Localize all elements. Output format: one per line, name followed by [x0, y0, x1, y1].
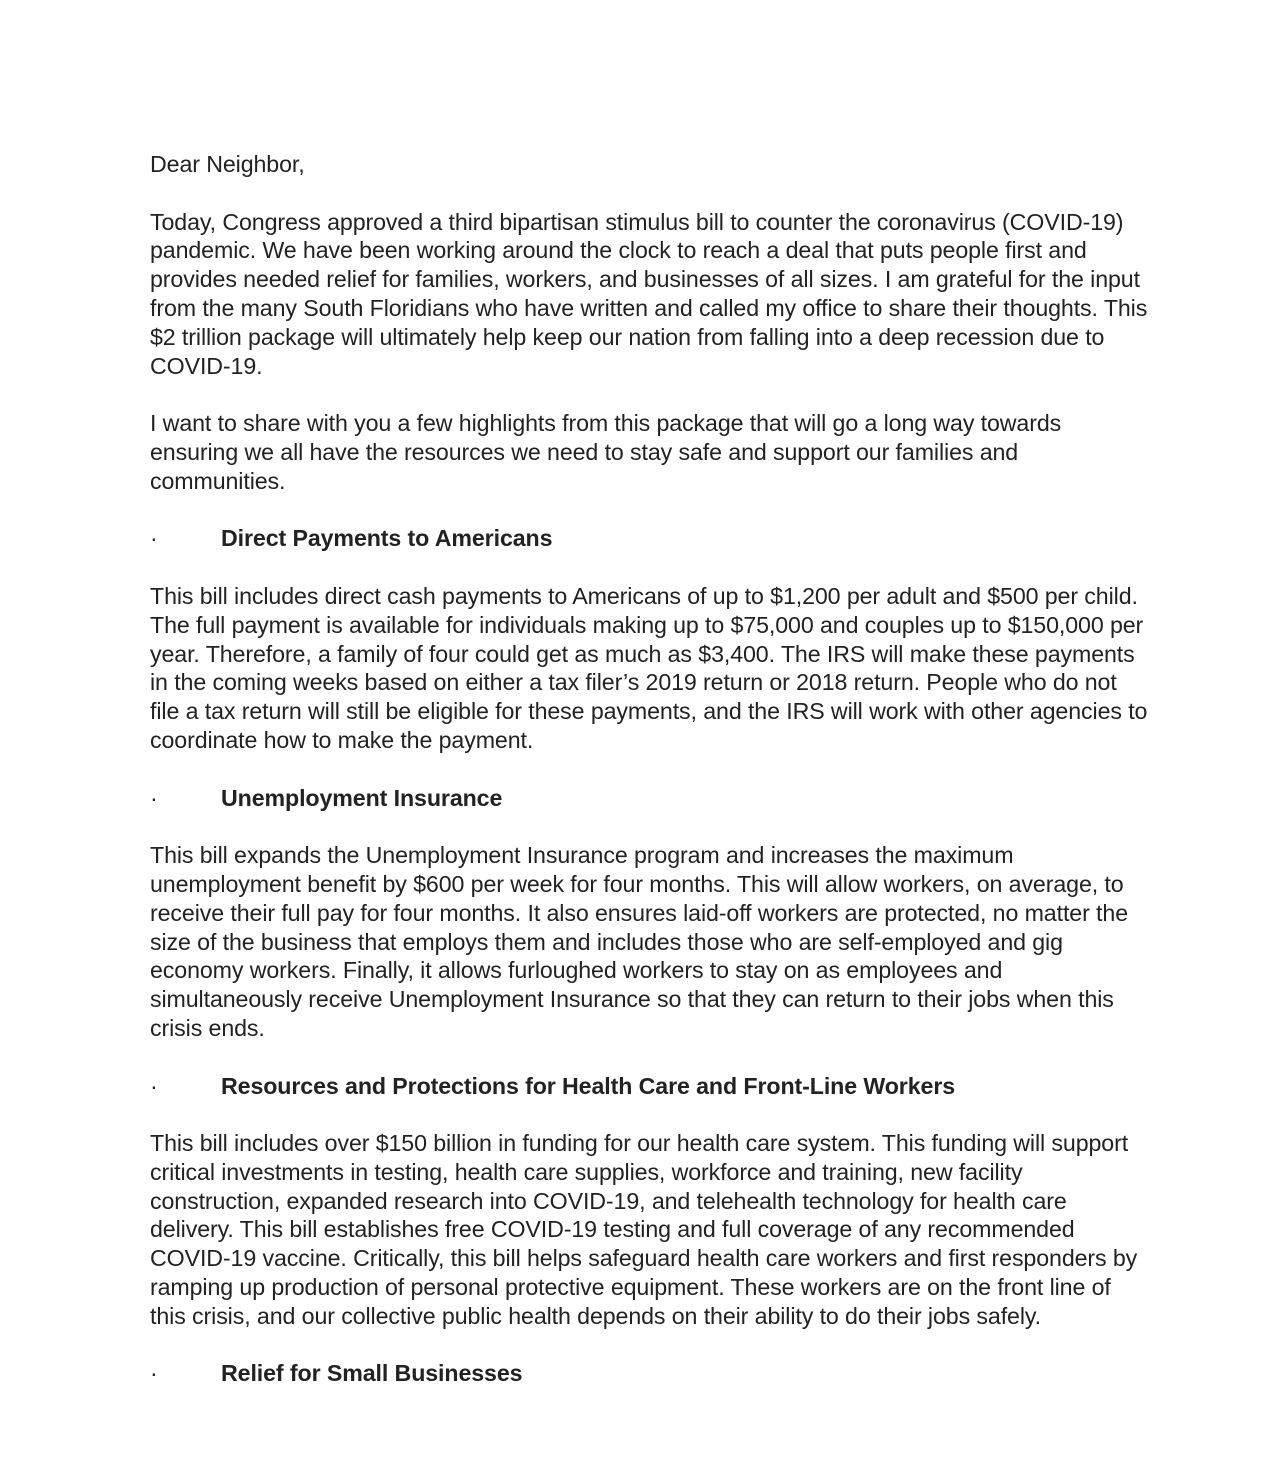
section-heading-unemployment — [150, 784, 1150, 813]
section-heading-direct-payments — [150, 524, 1150, 553]
section-body-unemployment: This bill expands the Unemployment Insurance program and increases the maximum unemployment benefit by $600 per week for four months. This will allow workers, on average, to receive their full pay for four months. It also ensures laid-off workers are protected, no matter the size of the business that employs them and includes those who are self-employed and gig economy workers. Finally, it allows furloughed workers to stay on as employees and simultaneously receive Unemployment Insurance so that they can return to their jobs when this crisis ends. — [150, 842, 1128, 1041]
letter-page — [150, 150, 1150, 1417]
section-heading-health-care — [150, 1072, 1150, 1101]
heading-text: Relief for Small Businesses — [221, 1360, 523, 1387]
bullet-icon: · — [150, 784, 158, 811]
heading-text: Direct Payments to Americans — [221, 525, 553, 552]
intro-paragraph-1: Today, Congress approved a third bipartisan stimulus bill to counter the coronavirus (COVID-19) pandemic. We have been working around the clock to reach a deal that puts people first and provides needed relief for families, workers, and businesses of all sizes. I am grateful for the input from the many South Floridians who have written and called my office to share their thoughts. This $2 trillion package will ultimately help keep our nation from falling into a deep recession due to COVID-19. — [150, 208, 1148, 379]
intro-paragraph-2: I want to share with you a few highlights from this package that will go a long way towards ensuring we all have the resources we need to stay safe and support our families and communities. — [150, 410, 1062, 494]
bullet-icon: · — [150, 1360, 158, 1387]
heading-text: Resources and Protections for Health Care and Front-Line Workers — [221, 1072, 956, 1099]
bullet-icon: · — [150, 525, 158, 552]
section-body-direct-payments: This bill includes direct cash payments to Americans of up to $1,200 per adult and $500 per child. The full payment is available for individuals making up to $75,000 and couples up to $150,000 per year. Therefore, a family of four could get as much as $3,400. The IRS will make these payments in the coming weeks based on either a tax filer’s 2019 return or 2018 return. People who do not file a tax return will still be eligible for these payments, and the IRS will work with other agencies to coordinate how to make the payment. — [150, 582, 1148, 753]
heading-text: Unemployment Insurance — [221, 784, 503, 811]
salutation: Dear Neighbor, — [150, 151, 305, 177]
bullet-icon: · — [150, 1072, 158, 1099]
section-heading-small-business — [150, 1359, 1150, 1388]
section-body-health-care: This bill includes over $150 billion in funding for our health care system. This funding will support critical investments in testing, health care supplies, workforce and training, new facility construction, expanded research into COVID-19, and telehealth technology for health care delivery. This bill establishes free COVID-19 testing and full coverage of any recommended COVID-19 vaccine. Critically, this bill helps safeguard health care workers and first responders by ramping up production of personal protective equipment. These workers are on the front line of this crisis, and our collective public health depends on their ability to do their jobs safely. — [150, 1130, 1138, 1329]
